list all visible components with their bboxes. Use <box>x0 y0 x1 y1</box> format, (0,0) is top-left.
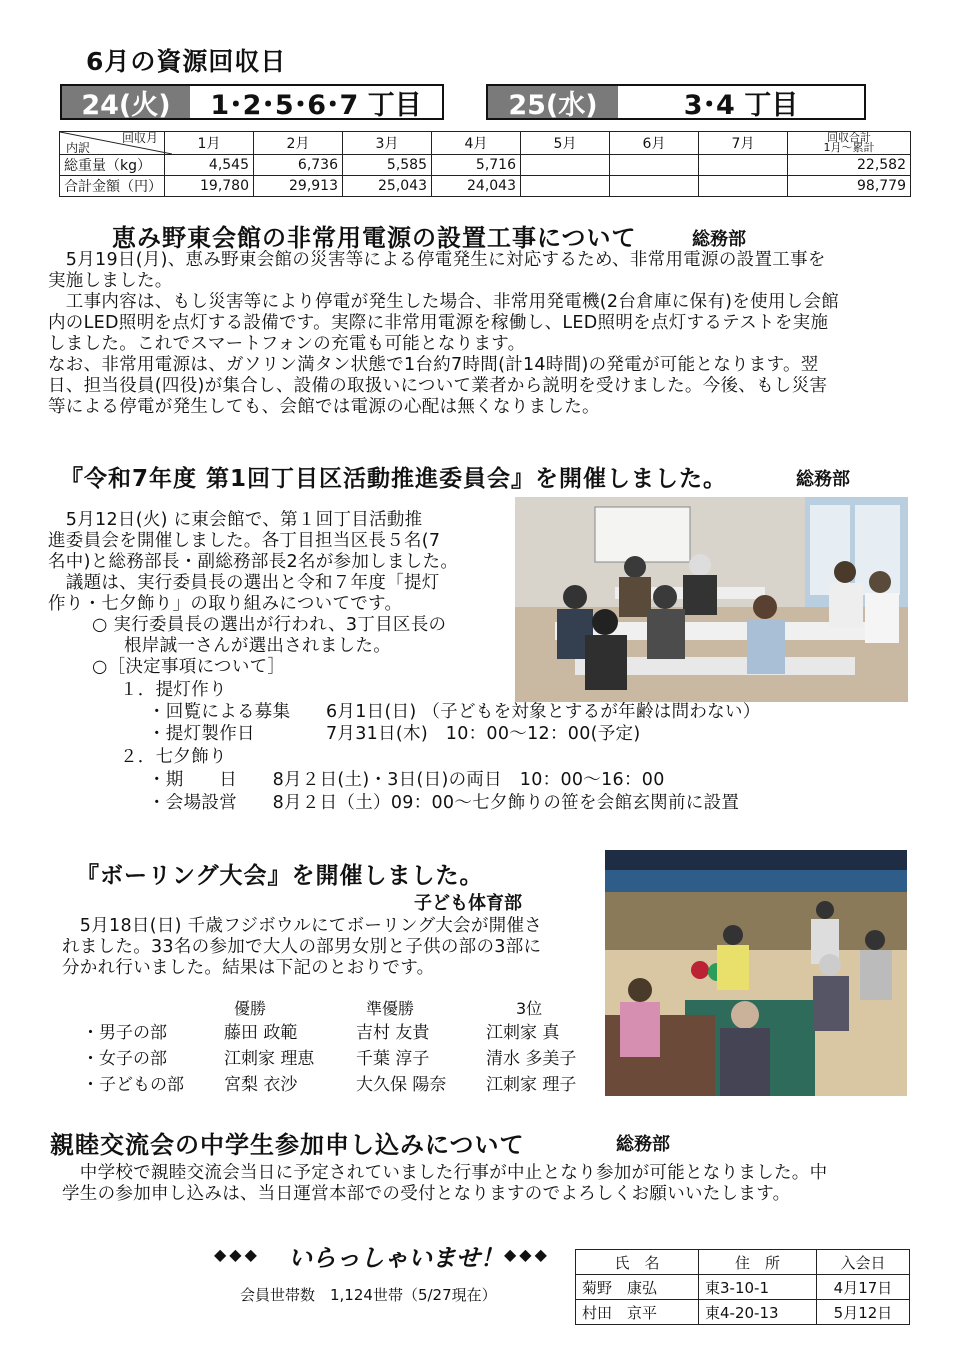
total-header-line2: 1月～累計 <box>823 141 875 154</box>
month-header: 2月 <box>254 132 343 155</box>
schedule-box-1 <box>60 84 444 120</box>
text-line: 中学校で親睦交流会当日に予定されていました行事が中止となり参加が可能となりました。中 <box>62 1163 828 1183</box>
winner-third: 清水 多美子 <box>486 1049 577 1069</box>
member-date: 5月12日 <box>817 1300 910 1325</box>
cell: 4,545 <box>165 155 254 176</box>
schedule-area: 3･4 丁目 <box>683 89 799 121</box>
member-name: 村田 京平 <box>576 1300 699 1325</box>
header-second: 準優勝 <box>366 999 415 1018</box>
text-line: 等による停電が発生しても、会館では電源の心配は無くなりました。 <box>48 397 600 417</box>
exchange-title: 親睦交流会の中学生参加申し込みについて <box>50 1131 525 1159</box>
item1-line-b: 根岸誠一さんが選出されました。 <box>124 636 391 656</box>
winner-first: 藤田 政範 <box>224 1023 298 1043</box>
result-row <box>82 1020 612 1046</box>
text-line: 名中)と総務部長・副総務部長2名が参加しました。 <box>48 552 459 572</box>
text-line: 5月19日(月)、恵み野東会館の災害等による停電発生に対応するため、非常用電源の設置工事を <box>48 250 826 270</box>
diamonds-left: ◆◆◆ <box>214 1245 260 1264</box>
sub1-heading: １．提灯作り <box>120 680 227 700</box>
cell <box>699 176 788 197</box>
row-label: 合計金額（円） <box>60 176 165 197</box>
bowling-results <box>82 998 612 1098</box>
cell: 5,585 <box>343 155 432 176</box>
month-header: 4月 <box>432 132 521 155</box>
table-row <box>60 176 911 197</box>
cell <box>521 176 610 197</box>
bowling-body <box>62 916 602 979</box>
text-line: 作り・七夕飾り」の取り組みについてです。 <box>48 594 403 614</box>
corner-cell <box>60 132 165 155</box>
table-header-row <box>60 132 911 155</box>
cell: 29,913 <box>254 176 343 197</box>
result-row <box>82 1072 612 1098</box>
schedule-area: 1･2･5･6･7 丁目 <box>210 89 422 121</box>
cell <box>610 176 699 197</box>
division: ・男子の部 <box>82 1023 167 1043</box>
recycle-title: 6月の資源回収日 <box>86 47 287 76</box>
corner-bottom-label: 内訳 <box>66 141 91 155</box>
winner-third: 江刺家 理子 <box>486 1075 577 1095</box>
power-title: 恵み野東会館の非常用電源の設置工事について <box>112 224 637 252</box>
table-row <box>576 1275 910 1300</box>
schedule-box-2 <box>486 84 866 120</box>
winner-third: 江刺家 真 <box>486 1023 560 1043</box>
exchange-body <box>62 1163 922 1205</box>
winner-first: 宮梨 衣沙 <box>224 1075 298 1095</box>
text-line: 5月12日(火) に東会館で、第１回丁目活動推 <box>48 510 423 530</box>
winner-second: 大久保 陽奈 <box>356 1075 447 1095</box>
text-line: 工事内容は、もし災害等により停電が発生した場合、非常用発電機(2台倉庫に保有)を使用し会館 <box>48 292 840 312</box>
text-line: 内のLED照明を点灯する設備です。実際に非常用電源を稼働し、LED照明を点灯するテストを実施 <box>48 313 829 333</box>
sub2-heading: ２．七夕飾り <box>120 747 227 767</box>
schedule-day: 25(水) <box>488 86 618 118</box>
item2-heading: ○［決定事項について］ <box>92 657 286 677</box>
winner-first: 江刺家 理恵 <box>224 1049 315 1069</box>
header-address: 住 所 <box>699 1250 817 1275</box>
month-header: 1月 <box>165 132 254 155</box>
text-line: なお、非常用電源は、ガソリン満タン状態で1台約7時間(計14時間)の発電が可能となります。翌 <box>48 355 819 375</box>
member-address: 東4-20-13 <box>699 1300 817 1325</box>
total-header-line1: 回収合計 <box>827 131 871 144</box>
result-row <box>82 1046 612 1072</box>
cell <box>610 155 699 176</box>
cell: 25,043 <box>343 176 432 197</box>
total-header <box>788 132 911 155</box>
member-address: 東3-10-1 <box>699 1275 817 1300</box>
table-row <box>60 155 911 176</box>
total-cell: 98,779 <box>788 176 911 197</box>
results-header-row <box>82 998 612 1020</box>
bowling-dept: 子ども体育部 <box>414 893 522 914</box>
bowling-photo <box>605 850 907 1096</box>
exchange-dept: 総務部 <box>616 1134 670 1155</box>
header-date: 入会日 <box>817 1250 910 1275</box>
winner-second: 吉村 友貴 <box>356 1023 430 1043</box>
committee-title: 『令和7年度 第1回丁目区活動推進委員会』を開催しました。 <box>60 466 728 492</box>
recycle-table <box>59 131 911 197</box>
month-header: 5月 <box>521 132 610 155</box>
winner-second: 千葉 淳子 <box>356 1049 430 1069</box>
text-line: しました。これでスマートフォンの充電も可能となります。 <box>48 334 526 354</box>
new-members-table <box>575 1249 910 1325</box>
month-header: 6月 <box>610 132 699 155</box>
meeting-photo <box>515 497 908 702</box>
text-line: 分かれ行いました。結果は下記のとおりです。 <box>62 958 435 978</box>
sub2-line-b: ・会場設営 8月２日（土）09：00～七夕飾りの笹を会館玄関前に設置 <box>148 793 740 813</box>
cell: 24,043 <box>432 176 521 197</box>
committee-dept: 総務部 <box>796 469 850 490</box>
power-dept: 総務部 <box>692 229 746 250</box>
text-line: れました。33名の参加で大人の部男女別と子供の部の3部に <box>62 937 542 957</box>
month-header: 7月 <box>699 132 788 155</box>
sub1-line-a: ・回覧による募集 6月1日(日) （子どもを対象とするが年齢は問わない） <box>148 702 761 722</box>
item1-line-a: ○ 実行委員長の選出が行われ、3丁目区長の <box>92 615 447 635</box>
table-row <box>576 1300 910 1325</box>
household-count: 会員世帯数 1,124世帯（5/27現在） <box>240 1286 497 1304</box>
member-date: 4月17日 <box>817 1275 910 1300</box>
schedule-day: 24(火) <box>62 86 190 118</box>
text-line: 実施しました。 <box>48 271 173 291</box>
corner-top-label: 回収月 <box>121 131 158 145</box>
cell: 6,736 <box>254 155 343 176</box>
committee-intro <box>48 510 498 615</box>
bowling-title: 『ボーリング大会』を開催しました。 <box>76 863 484 889</box>
cell <box>521 155 610 176</box>
cell: 19,780 <box>165 176 254 197</box>
text-line: 進委員会を開催しました。各丁目担当区長５名(7 <box>48 531 441 551</box>
sub2-line-a: ・期 日 8月２日(土)・3日(日)の両日 10：00～16：00 <box>148 770 665 790</box>
division: ・子どもの部 <box>82 1075 184 1095</box>
row-label: 総重量（kg） <box>60 155 165 176</box>
division: ・女子の部 <box>82 1049 167 1069</box>
welcome-title: いらっしゃいませ！ <box>288 1244 504 1272</box>
cell <box>699 155 788 176</box>
member-name: 菊野 康弘 <box>576 1275 699 1300</box>
cell: 5,716 <box>432 155 521 176</box>
diamonds-right: ◆◆◆ <box>504 1245 550 1264</box>
month-header: 3月 <box>343 132 432 155</box>
header-third: 3位 <box>516 999 543 1018</box>
text-line: 5月18日(日) 千歳フジボウルにてボーリング大会が開催さ <box>62 916 543 936</box>
power-body <box>48 250 928 418</box>
table-header-row <box>576 1250 910 1275</box>
header-name: 氏 名 <box>576 1250 699 1275</box>
sub1-line-b: ・提灯製作日 7月31日(木) 10：00～12：00(予定) <box>148 724 641 744</box>
total-cell: 22,582 <box>788 155 911 176</box>
text-line: 日、担当役員(四役)が集合し、設備の取扱いについて業者から説明を受けました。今後、もし災害 <box>48 376 828 396</box>
text-line: 議題は、実行委員長の選出と令和７年度「提灯 <box>48 573 440 593</box>
header-first: 優勝 <box>234 999 267 1018</box>
text-line: 学生の参加申し込みは、当日運営本部での受付となりますのでよろしくお願いいたします。 <box>62 1184 791 1204</box>
